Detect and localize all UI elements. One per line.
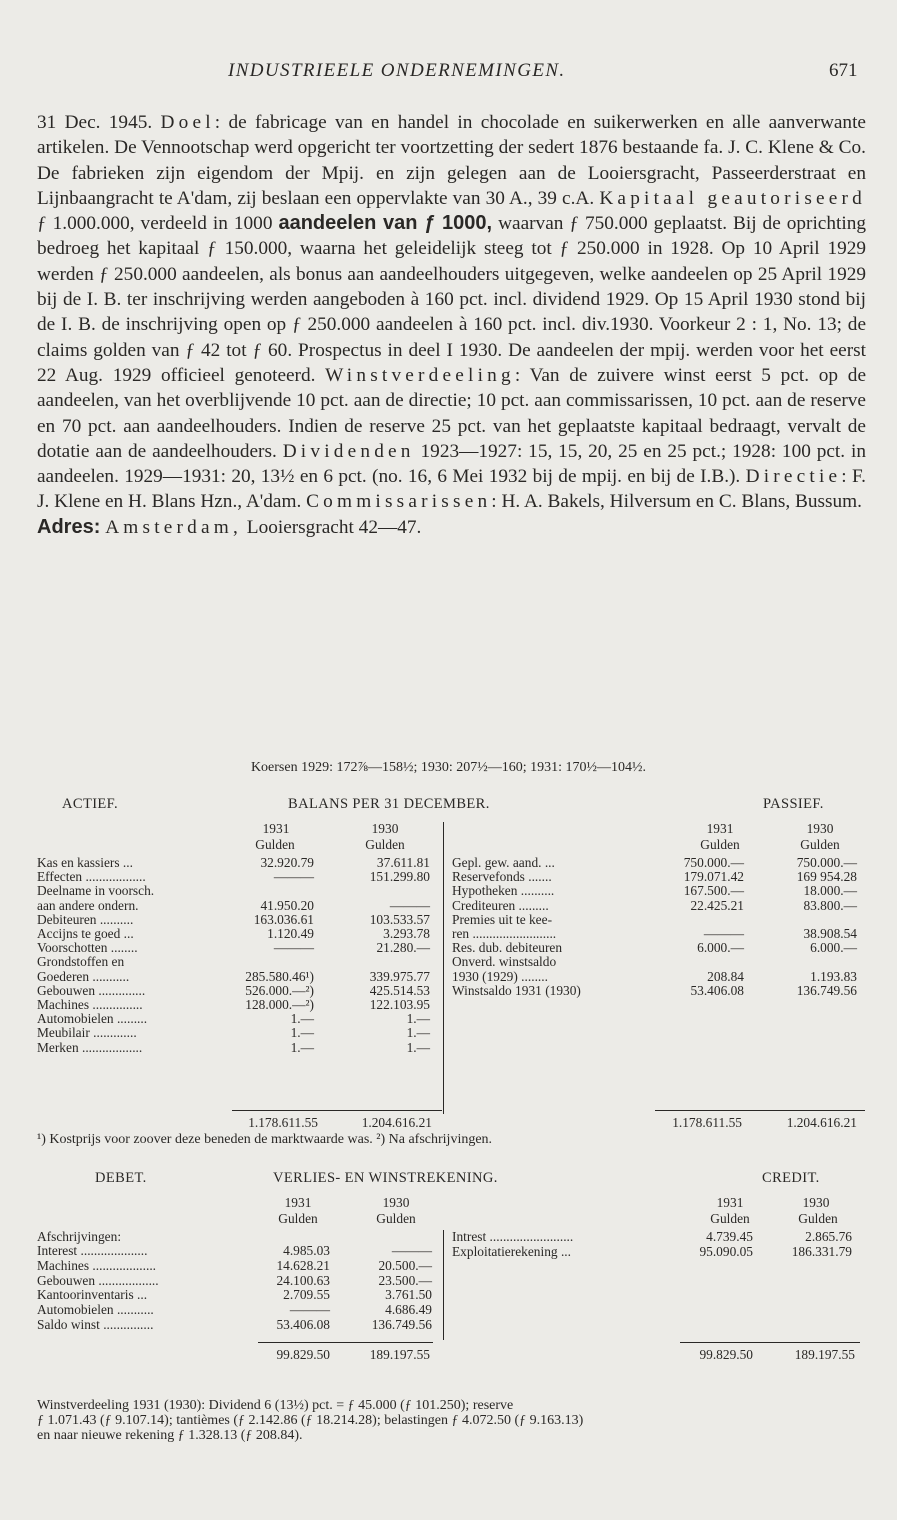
afschrijvingen-label: Afschrijvingen: <box>37 1229 122 1244</box>
text-run: 31 Dec. 1945. <box>37 112 161 133</box>
actief-row-label: Grondstoffen en <box>37 954 125 970</box>
actief-row-value-1931: 1.120.49 <box>267 926 314 941</box>
unit: Gulden <box>278 1211 318 1226</box>
total-debet-1931: 99.829.50 <box>276 1347 330 1362</box>
debet-row-value-1930: ——— <box>391 1243 432 1258</box>
passief-row-value-1931: 22.425.21 <box>690 897 744 913</box>
year-1931: 1931 <box>706 821 734 836</box>
text-run: ƒ 1.000.000, verdeeld in 1000 <box>37 213 279 235</box>
actief-row-label: Automobielen ......... <box>37 1011 148 1027</box>
actief-row-value-1931: 32.920.79 <box>260 855 314 870</box>
debet-row-value-1931: 24.100.63 <box>276 1272 330 1288</box>
year-1930: 1930 <box>802 1195 830 1210</box>
actief-row-label: Kas en kassiers ... <box>37 855 133 870</box>
balans-footnote: ¹) Kostprijs voor zoover deze beneden de marktwaarde was. ²) Na afschrijvingen. <box>37 1132 493 1147</box>
debet-row-label: Interest .................... <box>37 1243 148 1258</box>
passief-row-value-1930: 750.000.— <box>796 855 857 870</box>
passief-row-value-1930: 38.908.54 <box>803 926 857 941</box>
year-1930: 1930 <box>806 821 834 836</box>
description-paragraph <box>37 110 866 515</box>
adres-label: Adres: <box>37 515 101 538</box>
debet-row-label: Automobielen ........... <box>37 1302 154 1318</box>
kapitaal-label: Kapitaal geautoriseerd <box>599 187 866 209</box>
credit-title: CREDIT. <box>762 1170 820 1186</box>
adres-street: Looiersgracht 42—47. <box>241 516 422 538</box>
text-run: : H. A. Bakels, Hilversum en C. Blans, Bussum. <box>491 491 862 513</box>
year-1931: 1931 <box>262 821 290 836</box>
passief-row-value-1931: 53.406.08 <box>690 982 744 998</box>
adres-city: Amsterdam, <box>105 516 242 538</box>
total-passief-1931: 1.178.611.55 <box>672 1115 742 1130</box>
balans-title: BALANS PER 31 DECEMBER. <box>288 796 490 812</box>
passief-row-value-1930: 6.000.— <box>810 940 857 956</box>
passief-row-value-1931: 208.84 <box>707 968 744 984</box>
year-1930: 1930 <box>382 1195 410 1210</box>
actief-title: ACTIEF. <box>62 796 119 812</box>
passief-title: PASSIEF. <box>763 796 824 812</box>
text-run: 1923—1927: 15, 15, 20, 25 en 25 pct.; 1928: 100 pct. in aandeelen. 1929—1931: 20, 13½ en 6 pct. (no. 16, 6 Mei 1932 bij de mpij. en bij de I.B.). <box>37 440 866 488</box>
dividenden-label: Dividenden <box>282 440 415 462</box>
year-1931: 1931 <box>716 1195 744 1210</box>
koersen-line: Koersen 1929: 172⅞—158½; 1930: 207½—160; 1931: 170½—104½. <box>250 760 647 775</box>
actief-row-value-1930: 3.293.78 <box>383 926 430 941</box>
actief-row-label: Debiteuren .......... <box>37 911 134 927</box>
passief-row-label: ren ......................... <box>452 926 557 941</box>
passief-row-value-1930: 83.800.— <box>803 897 857 913</box>
debet-row-value-1931: 53.406.08 <box>276 1317 330 1332</box>
actief-row-value-1930: 1.— <box>406 1025 430 1041</box>
passief-row-value-1931: 167.500.— <box>683 883 744 899</box>
unit: Gulden <box>376 1211 416 1226</box>
year-1931: 1931 <box>284 1195 312 1210</box>
balance-sheet <box>0 796 897 1147</box>
total-credit-1931: 99.829.50 <box>699 1347 753 1362</box>
credit-row-value-1931: 4.739.45 <box>706 1229 753 1244</box>
passief-row-value-1930: 136.749.56 <box>796 982 857 998</box>
actief-row-value-1931: 41.950.20 <box>260 897 314 913</box>
passief-row-value-1931: ——— <box>703 926 744 941</box>
debet-row-label: Gebouwen .................. <box>37 1272 159 1288</box>
verlies-title: VERLIES- EN WINSTREKENING. <box>273 1170 498 1186</box>
actief-row-value-1930: 1.— <box>406 1011 430 1027</box>
actief-row-value-1931: ——— <box>273 940 314 956</box>
passief-row-value-1930: 18.000.— <box>803 883 857 899</box>
actief-row-value-1930: 122.103.95 <box>369 997 430 1012</box>
passief-row-label: Winstsaldo 1931 (1930) <box>452 982 581 998</box>
unit: Gulden <box>710 1211 750 1226</box>
total-actief-1931: 1.178.611.55 <box>248 1115 318 1130</box>
total-rule <box>655 1110 865 1111</box>
actief-row-value-1931: 1.— <box>290 1039 314 1055</box>
debet-row-value-1931: ——— <box>289 1302 330 1318</box>
unit: Gulden <box>798 1211 838 1226</box>
passief-row-label: Premies uit te kee- <box>452 911 553 927</box>
debet-row-value-1930: 4.686.49 <box>385 1302 432 1318</box>
actief-row-value-1931: 163.036.61 <box>253 911 314 927</box>
debet-row-label: Kantoorinventaris ... <box>37 1287 148 1303</box>
running-header <box>0 60 897 90</box>
debet-row-label: Machines ................... <box>37 1257 157 1273</box>
debet-title: DEBET. <box>95 1170 147 1186</box>
total-rule <box>680 1342 860 1343</box>
debet-row-value-1930: 3.761.50 <box>385 1287 432 1303</box>
text-run: : F. J. Klene en H. Blans Hzn., A'dam. <box>37 466 866 513</box>
footer-line: ƒ 1.071.43 (ƒ 9.107.14); tantièmes (ƒ 2.142.86 (ƒ 18.214.28); belastingen ƒ 4.072.50 (ƒ 9.163.13) <box>37 1413 584 1428</box>
commissarissen-label: Commissarissen <box>306 491 492 513</box>
actief-row-label: Meubilair ............. <box>37 1025 137 1041</box>
passief-row-label: Res. dub. debiteuren <box>452 940 563 956</box>
total-actief-1930: 1.204.616.21 <box>361 1115 432 1130</box>
actief-row-label: aan andere ondern. <box>37 897 139 913</box>
debet-row-value-1931: 14.628.21 <box>276 1257 330 1273</box>
actief-row-value-1930: 37.611.81 <box>376 855 430 870</box>
actief-row-value-1930: 339.975.77 <box>369 968 430 984</box>
header-title: INDUSTRIEELE ONDERNEMINGEN. <box>228 60 566 81</box>
unit: Gulden <box>255 837 295 852</box>
actief-row-value-1931: 1.— <box>290 1011 314 1027</box>
directie-label: Directie <box>745 466 842 488</box>
total-passief-1930: 1.204.616.21 <box>786 1115 857 1130</box>
unit: Gulden <box>365 837 405 852</box>
passief-row-value-1931: 179.071.42 <box>683 869 744 885</box>
credit-row-value-1930: 186.331.79 <box>791 1243 852 1259</box>
passief-row-label: Onverd. winstsaldo <box>452 954 557 970</box>
unit: Gulden <box>800 837 840 852</box>
passief-row-label: 1930 (1929) ........ <box>452 968 548 984</box>
debet-row-value-1930: 136.749.56 <box>371 1317 432 1332</box>
actief-row-value-1931: 526.000.—²) <box>245 982 314 998</box>
credit-row-label: Exploitatierekening ... <box>452 1243 571 1259</box>
debet-row-value-1931: 2.709.55 <box>283 1287 330 1303</box>
profit-loss-account <box>0 1172 897 1392</box>
passief-row-value-1931: 6.000.— <box>697 940 744 956</box>
doel-label: Doel <box>160 112 215 133</box>
total-debet-1930: 189.197.55 <box>369 1347 430 1362</box>
passief-row-value-1930: 169 954.28 <box>796 869 857 885</box>
unit: Gulden <box>700 837 740 852</box>
passief-row-value-1931: 750.000.— <box>683 855 744 870</box>
actief-row-value-1930: 103.533.57 <box>369 911 430 927</box>
actief-row-value-1931: 128.000.—²) <box>245 997 314 1012</box>
debet-row-label: Saldo winst ............... <box>37 1317 154 1332</box>
actief-row-label: Merken .................. <box>37 1039 143 1055</box>
passief-row-value-1930: 1.193.83 <box>810 968 857 984</box>
total-rule <box>258 1342 433 1343</box>
debet-row-value-1930: 20.500.— <box>378 1257 432 1273</box>
actief-row-label: Gebouwen .............. <box>37 982 146 998</box>
actief-row-label: Machines ............... <box>37 997 143 1012</box>
winstverdeeling-label: Winstverdeeling <box>325 364 515 386</box>
actief-row-label: Deelname in voorsch. <box>37 883 155 899</box>
actief-row-value-1930: 425.514.53 <box>369 982 430 998</box>
passief-row-label: Hypotheken .......... <box>452 883 555 899</box>
company-description <box>37 110 866 540</box>
actief-row-label: Goederen ........... <box>37 968 130 984</box>
page-number: 671 <box>829 60 858 81</box>
footer-line: en naar nieuwe rekening ƒ 1.328.13 (ƒ 208.84). <box>37 1428 303 1443</box>
text-run: waarvan ƒ 750.000 geplaatst. Bij de oprichting bedroeg het kapitaal ƒ 150.000, waarna het geleidelijk steeg tot ƒ 250.000 in 1928. Op 10 April 1929 werden ƒ 250.000 aandeelen, als bonus aan aandeelhouders uitgegeven, welke aandeelen op 25 April 1929 bij de I. B. ter inschrijving werden aangeboden à 160 pct. incl. dividend 1929. Op 15 April 1930 stond bij de I. B. de inschrijving open op ƒ 250.000 aandeelen à 160 pct. incl. div.1930. Voorkeur 2 : 1, No. 13; de claims golden van ƒ 42 tot ƒ 60. Prospectus in deel I 1930. De aandeelen der mpij. werden voor het eerst 22 Aug. 1929 officieel genoteerd. <box>37 213 866 386</box>
text-run: : Van de zuivere winst eerst 5 pct. op de aandeelen, van het overblijvende 10 pct. aan de directie; 10 pct. aan commissarissen, 10 pct. aan de reserve en 70 pct. aan aandeelhouders. Indien de reserve 25 pct. van het geplaatste kapitaal bedraagt, vervalt de dotatie aan de aandeelhouders. <box>37 364 866 462</box>
actief-row-label: Effecten .................. <box>37 869 146 885</box>
actief-row-value-1931: 1.— <box>290 1025 314 1041</box>
actief-row-label: Accijns te goed ... <box>37 926 134 941</box>
year-1930: 1930 <box>371 821 399 836</box>
actief-row-value-1931: 285.580.46¹) <box>245 968 314 984</box>
column-divider <box>443 1230 444 1340</box>
total-rule <box>232 1110 442 1111</box>
actief-row-value-1930: ——— <box>389 897 430 913</box>
passief-row-label: Crediteuren ......... <box>452 897 549 913</box>
text-run: : de fabricage van en handel in chocolade en suikerwerken en alle aanverwante artikelen. De Vennootschap werd opgericht ter voortzetting der sedert 1876 bestaande fa. J. C. Klene & Co. De fabrieken zijn eigendom der Mpij. en zijn gelegen aan de Looiersgracht, Passeerderstraat en Lijnbaangracht te A'dam, zij beslaan een oppervlakte van 30 A., 39 c.A. <box>37 112 866 209</box>
actief-row-value-1930: 151.299.80 <box>369 869 430 885</box>
footer-line: Winstverdeeling 1931 (1930): Dividend 6 (13½) pct. = ƒ 45.000 (ƒ 101.250); reserve <box>37 1398 514 1413</box>
credit-row-value-1930: 2.865.76 <box>805 1229 852 1244</box>
passief-row-label: Gepl. gew. aand. ... <box>452 855 555 870</box>
column-divider <box>443 822 444 1114</box>
debet-row-value-1930: 23.500.— <box>378 1272 432 1288</box>
credit-row-value-1931: 95.090.05 <box>699 1243 753 1259</box>
actief-row-value-1930: 1.— <box>406 1039 430 1055</box>
actief-row-value-1931: ——— <box>273 869 314 885</box>
adres-line <box>37 515 866 540</box>
aandeelen-bold: aandeelen van ƒ 1000, <box>278 212 493 235</box>
winstverdeeling-footer <box>37 1398 866 1443</box>
actief-row-value-1930: 21.280.— <box>376 940 430 956</box>
total-credit-1930: 189.197.55 <box>794 1347 855 1362</box>
actief-row-label: Voorschotten ........ <box>37 940 138 956</box>
passief-row-label: Reservefonds ....... <box>452 869 552 885</box>
credit-row-label: Intrest ......................... <box>452 1229 574 1244</box>
debet-row-value-1931: 4.985.03 <box>283 1243 330 1258</box>
